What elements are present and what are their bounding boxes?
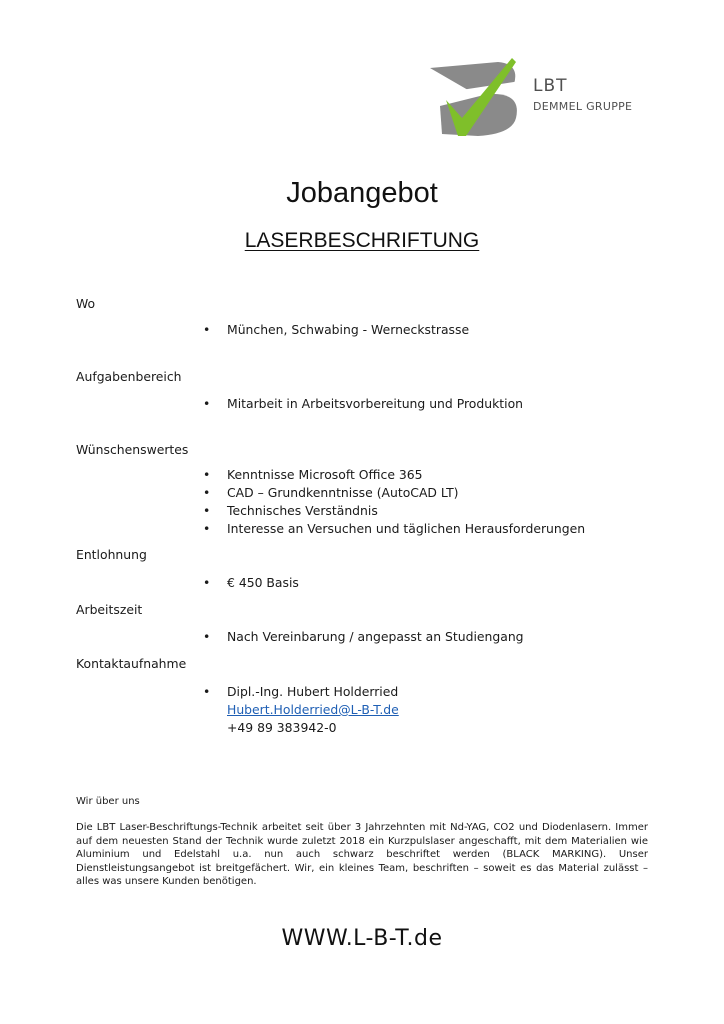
page-subtitle xyxy=(0,229,724,253)
section-label-wo: Wo xyxy=(76,296,96,311)
list-item: • München, Schwabing - Werneckstrasse xyxy=(203,321,469,339)
about-text: Die LBT Laser-Beschriftungs-Technik arbeitet seit über 3 Jahrzehnten mit Nd-YAG, CO2 und Diodenlasern. Immer auf dem neuesten Stand der Technik wurde zuletzt 2018 ein Kurzpulslaser angeschafft, mit dem Materialien wie Aluminium und Edelstahl u.a. nun auch schwarz beschriftet werden (BLACK MARKING). Unser Dienstleistungsangebot ist breitgefächert. Wir, ein kleines Team, beschriften – soweit es das Material zulässt – alles was unsere Kunden benötigen. xyxy=(76,822,648,888)
list-wo xyxy=(203,321,469,339)
lbt-logo-mark-icon xyxy=(428,56,528,142)
list-arbeitszeit xyxy=(203,628,524,646)
contact-phone: +49 89 383942-0 xyxy=(227,720,337,735)
section-label-arbeitszeit: Arbeitszeit xyxy=(76,602,143,617)
contact-email-link[interactable]: Hubert.Holderried@L-B-T.de xyxy=(227,702,399,717)
contact-name: • Dipl.-Ing. Hubert Holderried xyxy=(227,684,399,699)
list-item: • Technisches Verständnis xyxy=(203,502,585,520)
list-item: • CAD – Grundkenntnisse (AutoCAD LT) xyxy=(203,484,585,502)
logo-group-name: DEMMEL GRUPPE xyxy=(533,100,633,113)
website-url: WWW.L-B-T.de xyxy=(281,926,443,951)
list-aufgabenbereich xyxy=(203,395,523,413)
list-item: • Nach Vereinbarung / angepasst an Studiengang xyxy=(203,628,524,646)
list-item: • Interesse an Versuchen und täglichen Herausforderungen xyxy=(203,520,585,538)
subtitle-text: LASERBESCHRIFTUNG xyxy=(244,229,480,252)
list-item: • € 450 Basis xyxy=(203,574,299,592)
section-label-kontaktaufnahme: Kontaktaufnahme xyxy=(76,656,187,671)
company-logo xyxy=(428,56,658,146)
section-label-aufgabenbereich: Aufgabenbereich xyxy=(76,369,182,384)
list-entlohnung xyxy=(203,574,299,592)
list-kontakt xyxy=(203,683,399,737)
list-item: • Kenntnisse Microsoft Office 365 xyxy=(203,466,585,484)
section-label-entlohnung: Entlohnung xyxy=(76,547,147,562)
page-title: Jobangebot xyxy=(286,177,438,209)
list-wuenschenswertes xyxy=(203,466,585,538)
list-item: • Mitarbeit in Arbeitsvorbereitung und Produktion xyxy=(203,395,523,413)
contact-item xyxy=(203,683,399,737)
section-label-wuenschenswertes: Wünschenswertes xyxy=(76,442,189,457)
about-heading: Wir über uns xyxy=(76,796,140,807)
logo-company-name: LBT xyxy=(533,76,568,96)
